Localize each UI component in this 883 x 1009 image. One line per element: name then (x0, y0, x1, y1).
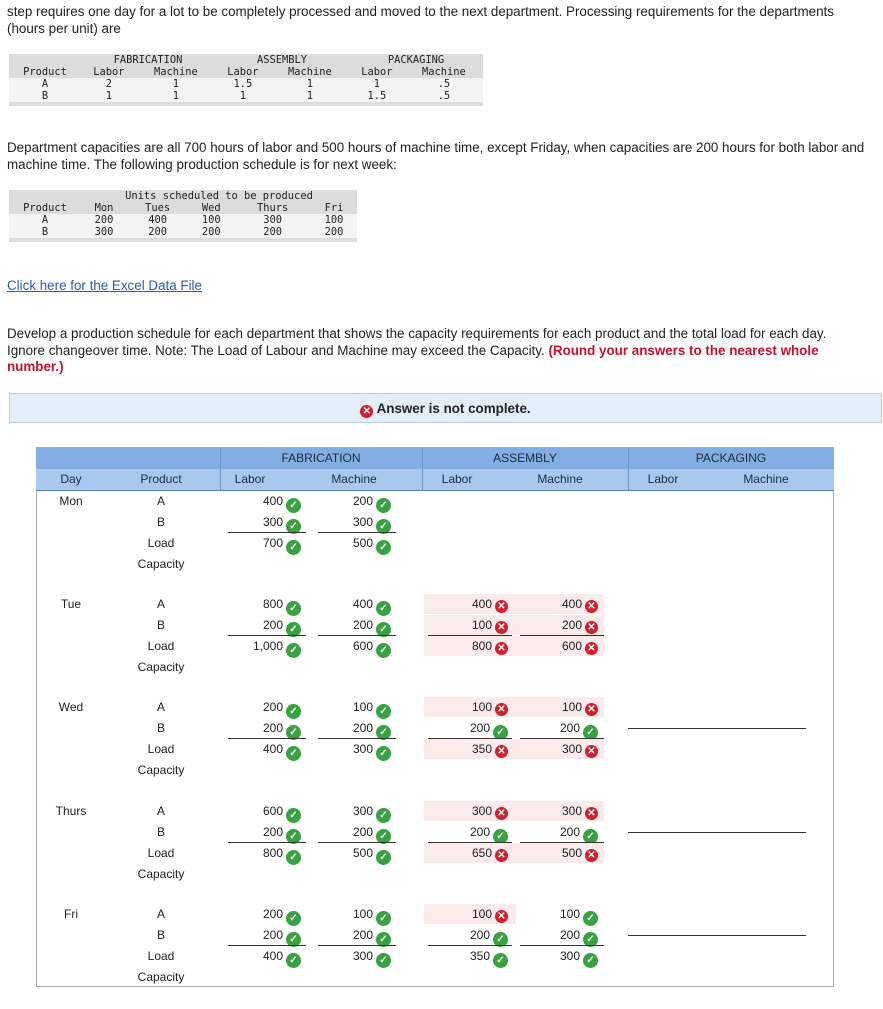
day-label: Mon (59, 494, 83, 508)
answer-value: 300 (262, 515, 283, 529)
answer-value: 100 (471, 907, 492, 921)
answer-value-cell[interactable] (263, 904, 301, 924)
product-row-label: A (156, 597, 165, 611)
day-label: Wed (58, 700, 84, 714)
answer-value: 650 (471, 846, 492, 860)
sum-underline (318, 842, 396, 843)
correct-check-icon: ✓ (286, 829, 301, 844)
answer-value-cell[interactable] (562, 843, 598, 863)
answer-value: 350 (471, 742, 492, 756)
answer-value: 300 (352, 804, 373, 818)
incorrect-x-icon: ✕ (585, 849, 598, 862)
correct-check-icon: ✓ (583, 725, 598, 740)
product-row-label: A (156, 700, 165, 714)
answer-value: 100 (471, 700, 492, 714)
answer-value: 400 (352, 597, 373, 611)
sched-col-wed: Wed (201, 202, 221, 214)
answer-value-cell[interactable] (263, 512, 301, 532)
req-cell: 1.5 (367, 90, 387, 102)
answer-value: 800 (262, 846, 283, 860)
correct-check-icon: ✓ (286, 850, 301, 865)
answer-value: 600 (262, 804, 283, 818)
answer-value: 100 (471, 618, 492, 632)
incorrect-x-icon: ✕ (585, 642, 598, 655)
incorrect-x-icon: ✕ (495, 642, 508, 655)
answer-value: 200 (352, 494, 373, 508)
sum-underline (318, 635, 396, 636)
req-cell: 1 (239, 90, 247, 102)
sum-underline (318, 738, 396, 739)
correct-check-icon: ✓ (286, 643, 301, 658)
correct-check-icon: ✓ (286, 622, 301, 637)
answer-value-cell[interactable] (562, 801, 598, 821)
answer-value: 800 (262, 597, 283, 611)
answer-value-cell[interactable] (263, 822, 301, 842)
sched-col-tues: Tues (145, 202, 171, 214)
answer-value: 100 (559, 907, 580, 921)
day-label: Thurs (55, 804, 87, 818)
product-row-label: Capacity (137, 660, 185, 674)
incorrect-x-icon: ✕ (495, 849, 508, 862)
answer-value: 200 (352, 825, 373, 839)
incorrect-x-icon: ✕ (585, 807, 598, 820)
answer-value: 1,000 (252, 639, 283, 653)
req-col-asm-machine: Machine (287, 66, 332, 78)
answer-value-cell[interactable] (470, 822, 508, 842)
answer-value: 300 (352, 742, 373, 756)
sched-col-fri: Fri (324, 202, 344, 214)
correct-check-icon: ✓ (376, 725, 391, 740)
req-cell: A (41, 78, 49, 90)
product-row-label: B (156, 928, 165, 942)
answer-value-cell[interactable] (353, 904, 391, 924)
answer-value: 200 (352, 721, 373, 735)
correct-check-icon: ✓ (286, 808, 301, 823)
answer-value-cell[interactable] (353, 925, 391, 945)
answer-value-cell[interactable] (263, 718, 301, 738)
answer-value: 300 (352, 949, 373, 963)
req-cell: 1 (172, 78, 180, 90)
rounding-note: (Round your answers to the nearest whole number.) (7, 342, 819, 374)
req-header-row-1 (9, 54, 483, 66)
product-row-label: Capacity (137, 867, 185, 881)
correct-check-icon: ✓ (493, 953, 508, 968)
incorrect-x-icon: ✕ (495, 910, 508, 923)
sum-underline (318, 532, 396, 533)
answer-value: 200 (469, 721, 490, 735)
excel-data-link[interactable]: Click here for the Excel Data File (7, 278, 202, 293)
answer-value-cell[interactable] (560, 904, 598, 924)
incorrect-x-icon: ✕ (495, 745, 508, 758)
sched-cell: 300 (263, 214, 282, 226)
answer-value-cell[interactable] (353, 615, 391, 635)
answer-value: 300 (561, 742, 582, 756)
correct-check-icon: ✓ (286, 911, 301, 926)
req-col-product: Product (23, 66, 67, 78)
sched-cell: 200 (201, 226, 221, 238)
sched-cell: A (41, 214, 49, 226)
answer-value-cell[interactable] (470, 718, 508, 738)
answer-value-cell[interactable] (562, 739, 598, 759)
correct-check-icon: ✓ (376, 911, 391, 926)
correct-check-icon: ✓ (583, 932, 598, 947)
correct-check-icon: ✓ (376, 850, 391, 865)
answer-value: 600 (561, 639, 582, 653)
answer-value-cell[interactable] (263, 533, 301, 553)
incorrect-x-icon: ✕ (495, 621, 508, 634)
col-product: Product (140, 472, 182, 486)
answer-value-cell[interactable] (353, 636, 391, 656)
product-row-label: B (156, 618, 165, 632)
answer-value: 200 (262, 721, 283, 735)
answer-value-cell[interactable] (353, 843, 391, 863)
correct-check-icon: ✓ (493, 932, 508, 947)
sched-cell: 300 (94, 226, 114, 238)
sched-cell: 100 (324, 214, 344, 226)
req-row-b (9, 90, 483, 104)
answer-value-cell[interactable] (253, 636, 301, 656)
sum-underline (228, 842, 306, 843)
req-cell: 2 (105, 78, 113, 90)
sched-cell: 200 (263, 226, 282, 238)
correct-check-icon: ✓ (376, 622, 391, 637)
answer-value-cell[interactable] (560, 925, 598, 945)
answer-value: 300 (471, 804, 492, 818)
answer-value: 200 (262, 618, 283, 632)
req-cell: 1 (105, 90, 113, 102)
sched-cell: B (41, 226, 49, 238)
answer-value-cell[interactable] (560, 946, 598, 966)
correct-check-icon: ✓ (376, 808, 391, 823)
answer-status-banner (9, 393, 882, 423)
answer-value: 400 (262, 494, 283, 508)
correct-check-icon: ✓ (286, 601, 301, 616)
product-row-label: A (156, 494, 165, 508)
req-header-row-2 (9, 66, 483, 78)
answer-value: 800 (471, 639, 492, 653)
answer-value: 200 (262, 825, 283, 839)
correct-check-icon: ✓ (286, 725, 301, 740)
answer-value: 300 (352, 515, 373, 529)
answer-value: 400 (471, 597, 492, 611)
sched-col-product: Product (23, 202, 67, 214)
req-row-a (9, 78, 483, 90)
req-cell: 1.5 (233, 78, 253, 90)
incorrect-x-icon: ✕ (585, 621, 598, 634)
requirements-table (9, 54, 483, 106)
product-row-label: Load (147, 949, 175, 963)
correct-check-icon: ✓ (286, 540, 301, 555)
answer-value-cell[interactable] (263, 801, 301, 821)
product-row-label: Load (147, 742, 175, 756)
answer-value-cell[interactable] (353, 491, 391, 511)
answer-value: 200 (352, 618, 373, 632)
correct-check-icon: ✓ (286, 498, 301, 513)
answer-value: 350 (469, 949, 490, 963)
sched-title-row (9, 190, 357, 202)
answer-value-cell[interactable] (353, 946, 391, 966)
answer-value: 200 (469, 928, 490, 942)
correct-check-icon: ✓ (376, 953, 391, 968)
answer-value-cell[interactable] (353, 739, 391, 759)
sched-header-row (9, 202, 357, 214)
answer-value: 600 (352, 639, 373, 653)
col-asm-machine: Machine (537, 472, 583, 486)
col-asm-labor: Labor (441, 472, 473, 486)
sched-cell: 200 (148, 226, 168, 238)
incorrect-x-icon: ✕ (495, 807, 508, 820)
answer-value-cell[interactable] (353, 822, 391, 842)
col-fab-machine: Machine (331, 472, 377, 486)
correct-check-icon: ✓ (493, 829, 508, 844)
correct-check-icon: ✓ (286, 953, 301, 968)
req-cell: 1 (172, 90, 180, 102)
incorrect-x-icon: ✕ (495, 600, 508, 613)
product-row-label: B (156, 825, 165, 839)
correct-check-icon: ✓ (286, 932, 301, 947)
correct-check-icon: ✓ (376, 932, 391, 947)
answer-value-cell[interactable] (562, 636, 598, 656)
product-row-label: Capacity (137, 763, 185, 777)
col-pkg-labor: Labor (647, 472, 679, 486)
col-day: Day (60, 472, 82, 486)
correct-check-icon: ✓ (583, 911, 598, 926)
product-row-label: B (156, 721, 165, 735)
answer-value-cell[interactable] (263, 843, 301, 863)
sched-cell: 200 (94, 214, 114, 226)
correct-check-icon: ✓ (376, 704, 391, 719)
req-dept-assembly: ASSEMBLY (256, 54, 307, 66)
answer-value-cell[interactable] (263, 594, 301, 614)
task-instructions: Develop a production schedule for each department that shows the capacity requirements for each product and the total load for each day. Ignore changeover time. Note: The Load of Labour and Machine may exceed the Capacity. (7, 326, 827, 358)
req-col-fab-machine: Machine (154, 66, 198, 78)
answer-value: 200 (561, 618, 582, 632)
answer-value: 100 (352, 907, 373, 921)
group-fabrication: FABRICATION (281, 451, 361, 465)
answer-value-cell[interactable] (353, 594, 391, 614)
answer-value-cell[interactable] (560, 718, 598, 738)
product-row-label: A (156, 804, 165, 818)
answer-value: 300 (559, 949, 580, 963)
answer-value: 400 (262, 742, 283, 756)
answer-value-cell[interactable] (472, 801, 508, 821)
sched-cell: 200 (324, 226, 344, 238)
answer-value: 100 (561, 700, 582, 714)
sum-underline (520, 635, 604, 636)
schedule-table (9, 190, 357, 242)
answer-value-cell[interactable] (353, 533, 391, 553)
req-cell: .5 (437, 78, 451, 90)
answer-value-cell[interactable] (353, 801, 391, 821)
answer-value-cell[interactable] (472, 697, 508, 717)
sum-underline (228, 945, 306, 946)
answer-value-cell[interactable] (472, 739, 508, 759)
sched-row-b (9, 226, 357, 240)
req-col-fab-labor: Labor (93, 66, 125, 78)
answer-value-cell[interactable] (263, 739, 301, 759)
incorrect-x-icon: ✕ (585, 703, 598, 716)
packaging-input-line[interactable] (628, 935, 806, 936)
incorrect-icon: ✕ (360, 405, 373, 418)
answer-value-cell[interactable] (263, 697, 301, 717)
answer-value: 200 (262, 928, 283, 942)
sched-col-mon: Mon (94, 202, 114, 214)
answer-value-cell[interactable] (562, 615, 598, 635)
incorrect-x-icon: ✕ (585, 745, 598, 758)
answer-value-cell[interactable] (472, 594, 508, 614)
sum-underline (228, 635, 306, 636)
answer-status-text: Answer is not complete. (376, 401, 531, 416)
group-packaging: PACKAGING (695, 451, 767, 465)
answer-value: 200 (559, 928, 580, 942)
sum-underline (520, 738, 604, 739)
product-row-label: Capacity (137, 970, 185, 984)
answer-value: 200 (559, 721, 580, 735)
answer-value-cell[interactable] (353, 512, 391, 532)
req-col-pkg-machine: Machine (422, 66, 466, 78)
day-label: Fri (64, 907, 78, 921)
answer-value-cell[interactable] (263, 925, 301, 945)
correct-check-icon: ✓ (286, 746, 301, 761)
correct-check-icon: ✓ (376, 829, 391, 844)
answer-value: 200 (469, 825, 490, 839)
correct-check-icon: ✓ (376, 601, 391, 616)
answer-value: 700 (262, 536, 283, 550)
sum-underline (318, 945, 396, 946)
product-row-label: B (156, 515, 165, 529)
answer-value: 400 (262, 949, 283, 963)
answer-value-cell[interactable] (472, 904, 508, 924)
capacity-text: Department capacities are all 700 hours of labor and 500 hours of machine time, except Friday, when capacities are 200 hours for both labor and machine time. The following production schedule is for next week: (7, 140, 865, 172)
correct-check-icon: ✓ (583, 829, 598, 844)
correct-check-icon: ✓ (493, 725, 508, 740)
intro-text: step requires one day for a lot to be completely processed and moved to the next department. Processing requirements for the departments (hours per unit) are (7, 4, 834, 36)
product-row-label: Load (147, 536, 175, 550)
correct-check-icon: ✓ (376, 519, 391, 534)
answer-value-cell[interactable] (472, 636, 508, 656)
req-col-pkg-labor: Labor (361, 66, 393, 78)
answer-value-cell[interactable] (562, 594, 598, 614)
answer-value-cell[interactable] (472, 615, 508, 635)
sum-underline (228, 738, 306, 739)
answer-value: 100 (352, 700, 373, 714)
req-cell: 1 (306, 78, 314, 90)
answer-value-cell[interactable] (353, 697, 391, 717)
correct-check-icon: ✓ (376, 498, 391, 513)
correct-check-icon: ✓ (583, 953, 598, 968)
correct-check-icon: ✓ (286, 704, 301, 719)
correct-check-icon: ✓ (376, 540, 391, 555)
answer-value-cell[interactable] (263, 946, 301, 966)
req-cell: 1 (373, 78, 381, 90)
answer-value-cell[interactable] (562, 697, 598, 717)
sum-underline (520, 842, 604, 843)
answer-value: 200 (352, 928, 373, 942)
sum-underline (428, 842, 512, 843)
answer-value: 200 (559, 825, 580, 839)
answer-value-cell[interactable] (353, 718, 391, 738)
req-col-asm-labor: Labor (227, 66, 259, 78)
sum-underline (520, 945, 604, 946)
packaging-input-line[interactable] (628, 728, 806, 729)
req-cell: B (41, 90, 49, 102)
packaging-input-line[interactable] (628, 832, 806, 833)
day-label: Tue (60, 597, 82, 611)
correct-check-icon: ✓ (376, 643, 391, 658)
sum-underline (428, 945, 512, 946)
correct-check-icon: ✓ (376, 746, 391, 761)
col-pkg-machine: Machine (743, 472, 789, 486)
product-row-label: A (156, 907, 165, 921)
answer-value: 300 (561, 804, 582, 818)
product-row-label: Load (147, 846, 175, 860)
incorrect-x-icon: ✕ (495, 703, 508, 716)
answer-value: 200 (262, 907, 283, 921)
col-fab-labor: Labor (234, 472, 266, 486)
group-assembly: ASSEMBLY (493, 451, 557, 465)
answer-value-cell[interactable] (472, 843, 508, 863)
answer-value-cell[interactable] (263, 615, 301, 635)
incorrect-x-icon: ✕ (585, 600, 598, 613)
answer-value-cell[interactable] (263, 491, 301, 511)
correct-check-icon: ✓ (286, 519, 301, 534)
answer-value-cell[interactable] (470, 946, 508, 966)
req-cell: 1 (306, 90, 314, 102)
sched-cell: 400 (148, 214, 168, 226)
req-cell: .5 (437, 90, 451, 102)
req-dept-fabrication: FABRICATION (113, 54, 183, 66)
answer-value: 400 (561, 597, 582, 611)
req-dept-packaging: PACKAGING (387, 54, 445, 66)
answer-value: 200 (262, 700, 283, 714)
sum-underline (228, 532, 306, 533)
sched-title: Units scheduled to be produced (125, 190, 313, 202)
sched-row-a (9, 214, 357, 226)
answer-value: 500 (352, 536, 373, 550)
product-row-label: Capacity (137, 557, 185, 571)
answer-value: 500 (561, 846, 582, 860)
sum-underline (428, 738, 512, 739)
sched-cell: 100 (201, 214, 221, 226)
answer-value-cell[interactable] (560, 822, 598, 842)
answer-value-cell[interactable] (470, 925, 508, 945)
answer-value: 500 (352, 846, 373, 860)
sum-underline (428, 635, 512, 636)
sched-col-thurs: Thurs (256, 202, 289, 214)
product-row-label: Load (147, 639, 175, 653)
task-text (7, 326, 867, 376)
